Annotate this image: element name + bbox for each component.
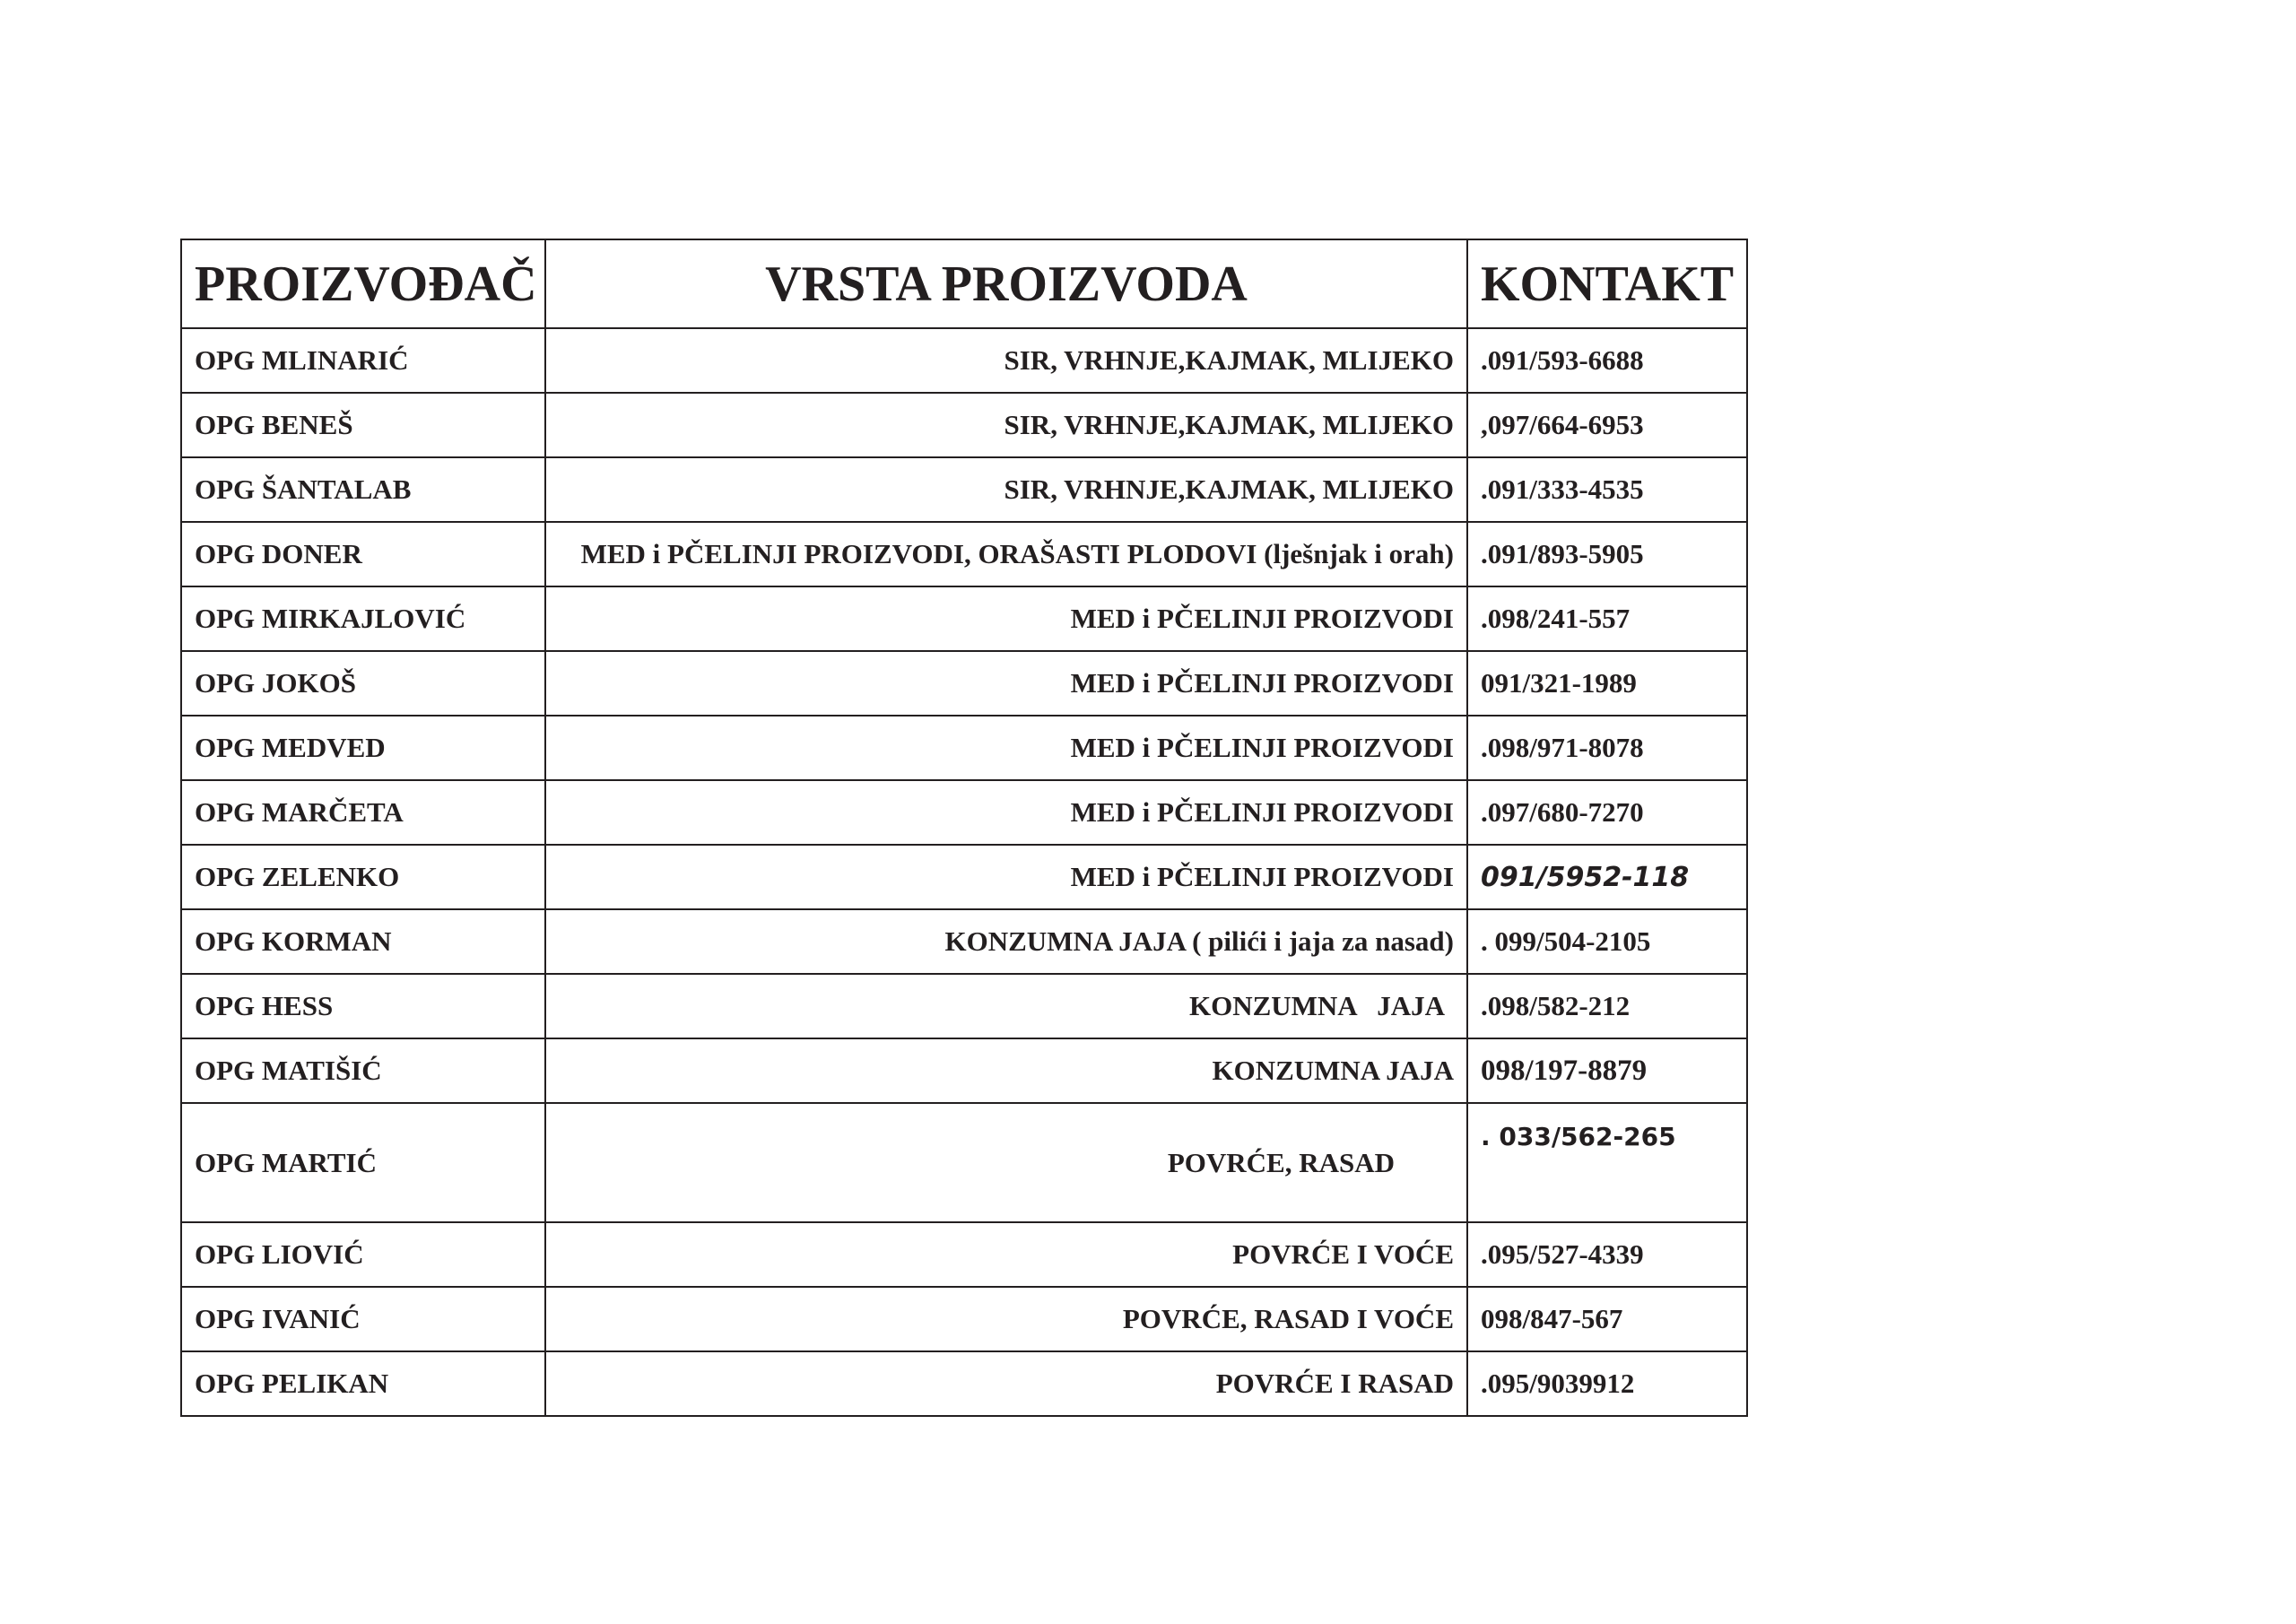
contact-phone: . 099/504-2105 (1467, 909, 1747, 974)
product-type: MED i PČELINJI PROIZVODI (545, 716, 1467, 780)
header-contact: KONTAKT (1467, 239, 1747, 328)
product-type: KONZUMNA JAJA ( pilići i jaja za nasad) (545, 909, 1467, 974)
producer-name: OPG KORMAN (181, 909, 545, 974)
table-row (181, 845, 1747, 909)
contact-phone: .091/593-6688 (1467, 328, 1747, 393)
product-type: KONZUMNA JAJA (545, 1038, 1467, 1103)
product-type: SIR, VRHNJE,KAJMAK, MLIJEKO (545, 457, 1467, 522)
contact-phone: . 033/562-265 (1467, 1103, 1747, 1222)
product-type: MED i PČELINJI PROIZVODI (545, 586, 1467, 651)
producer-name: OPG MARTIĆ (181, 1103, 545, 1222)
producer-name: OPG JOKOŠ (181, 651, 545, 716)
product-type: KONZUMNA JAJA (545, 974, 1467, 1038)
product-type: POVRĆE, RASAD I VOĆE (545, 1287, 1467, 1351)
table-row (181, 651, 1747, 716)
producer-name: OPG MATIŠIĆ (181, 1038, 545, 1103)
table-row (181, 1351, 1747, 1416)
table-row (181, 586, 1747, 651)
table-row (181, 974, 1747, 1038)
header-product-type: VRSTA PROIZVODA (545, 239, 1467, 328)
table-row (181, 716, 1747, 780)
product-type: POVRĆE I VOĆE (545, 1222, 1467, 1287)
producer-name: OPG MIRKAJLOVIĆ (181, 586, 545, 651)
product-type: MED i PČELINJI PROIZVODI (545, 780, 1467, 845)
producer-name: OPG BENEŠ (181, 393, 545, 457)
producer-name: OPG IVANIĆ (181, 1287, 545, 1351)
producer-name: OPG ZELENKO (181, 845, 545, 909)
contact-phone: .095/9039912 (1467, 1351, 1747, 1416)
contact-phone: ,097/664-6953 (1467, 393, 1747, 457)
producer-name: OPG DONER (181, 522, 545, 586)
table-row (181, 1103, 1747, 1222)
table-row (181, 393, 1747, 457)
contact-phone: .091/893-5905 (1467, 522, 1747, 586)
product-type: MED i PČELINJI PROIZVODI, ORAŠASTI PLODOVI (lješnjak i orah) (545, 522, 1467, 586)
producer-name: OPG LIOVIĆ (181, 1222, 545, 1287)
product-type: POVRĆE, RASAD (545, 1103, 1467, 1222)
product-type: SIR, VRHNJE,KAJMAK, MLIJEKO (545, 393, 1467, 457)
product-type: MED i PČELINJI PROIZVODI (545, 845, 1467, 909)
table-row (181, 1287, 1747, 1351)
contact-phone: .091/333-4535 (1467, 457, 1747, 522)
table-header-row (181, 239, 1747, 328)
producer-name: OPG PELIKAN (181, 1351, 545, 1416)
product-type: SIR, VRHNJE,KAJMAK, MLIJEKO (545, 328, 1467, 393)
table-row (181, 1038, 1747, 1103)
contact-phone: 098/847-567 (1467, 1287, 1747, 1351)
table-row (181, 457, 1747, 522)
contact-phone: .098/582-212 (1467, 974, 1747, 1038)
product-type: MED i PČELINJI PROIZVODI (545, 651, 1467, 716)
contact-phone: 091/321-1989 (1467, 651, 1747, 716)
table-row (181, 328, 1747, 393)
header-producer: PROIZVOĐAČ (181, 239, 545, 328)
producer-name: OPG MLINARIĆ (181, 328, 545, 393)
table-row (181, 909, 1747, 974)
contact-phone: .097/680-7270 (1467, 780, 1747, 845)
contact-phone: 091/5952-118 (1467, 845, 1747, 909)
producer-name: OPG MARČETA (181, 780, 545, 845)
producer-name: OPG MEDVED (181, 716, 545, 780)
contact-phone: .098/971-8078 (1467, 716, 1747, 780)
product-type: POVRĆE I RASAD (545, 1351, 1467, 1416)
producer-name: OPG HESS (181, 974, 545, 1038)
contact-phone: .098/241-557 (1467, 586, 1747, 651)
producer-name: OPG ŠANTALAB (181, 457, 545, 522)
table-row (181, 780, 1747, 845)
contact-phone: .095/527-4339 (1467, 1222, 1747, 1287)
table-row (181, 522, 1747, 586)
contact-phone: 098/197-8879 (1467, 1038, 1747, 1103)
table-row (181, 1222, 1747, 1287)
producers-table (180, 239, 1748, 1417)
